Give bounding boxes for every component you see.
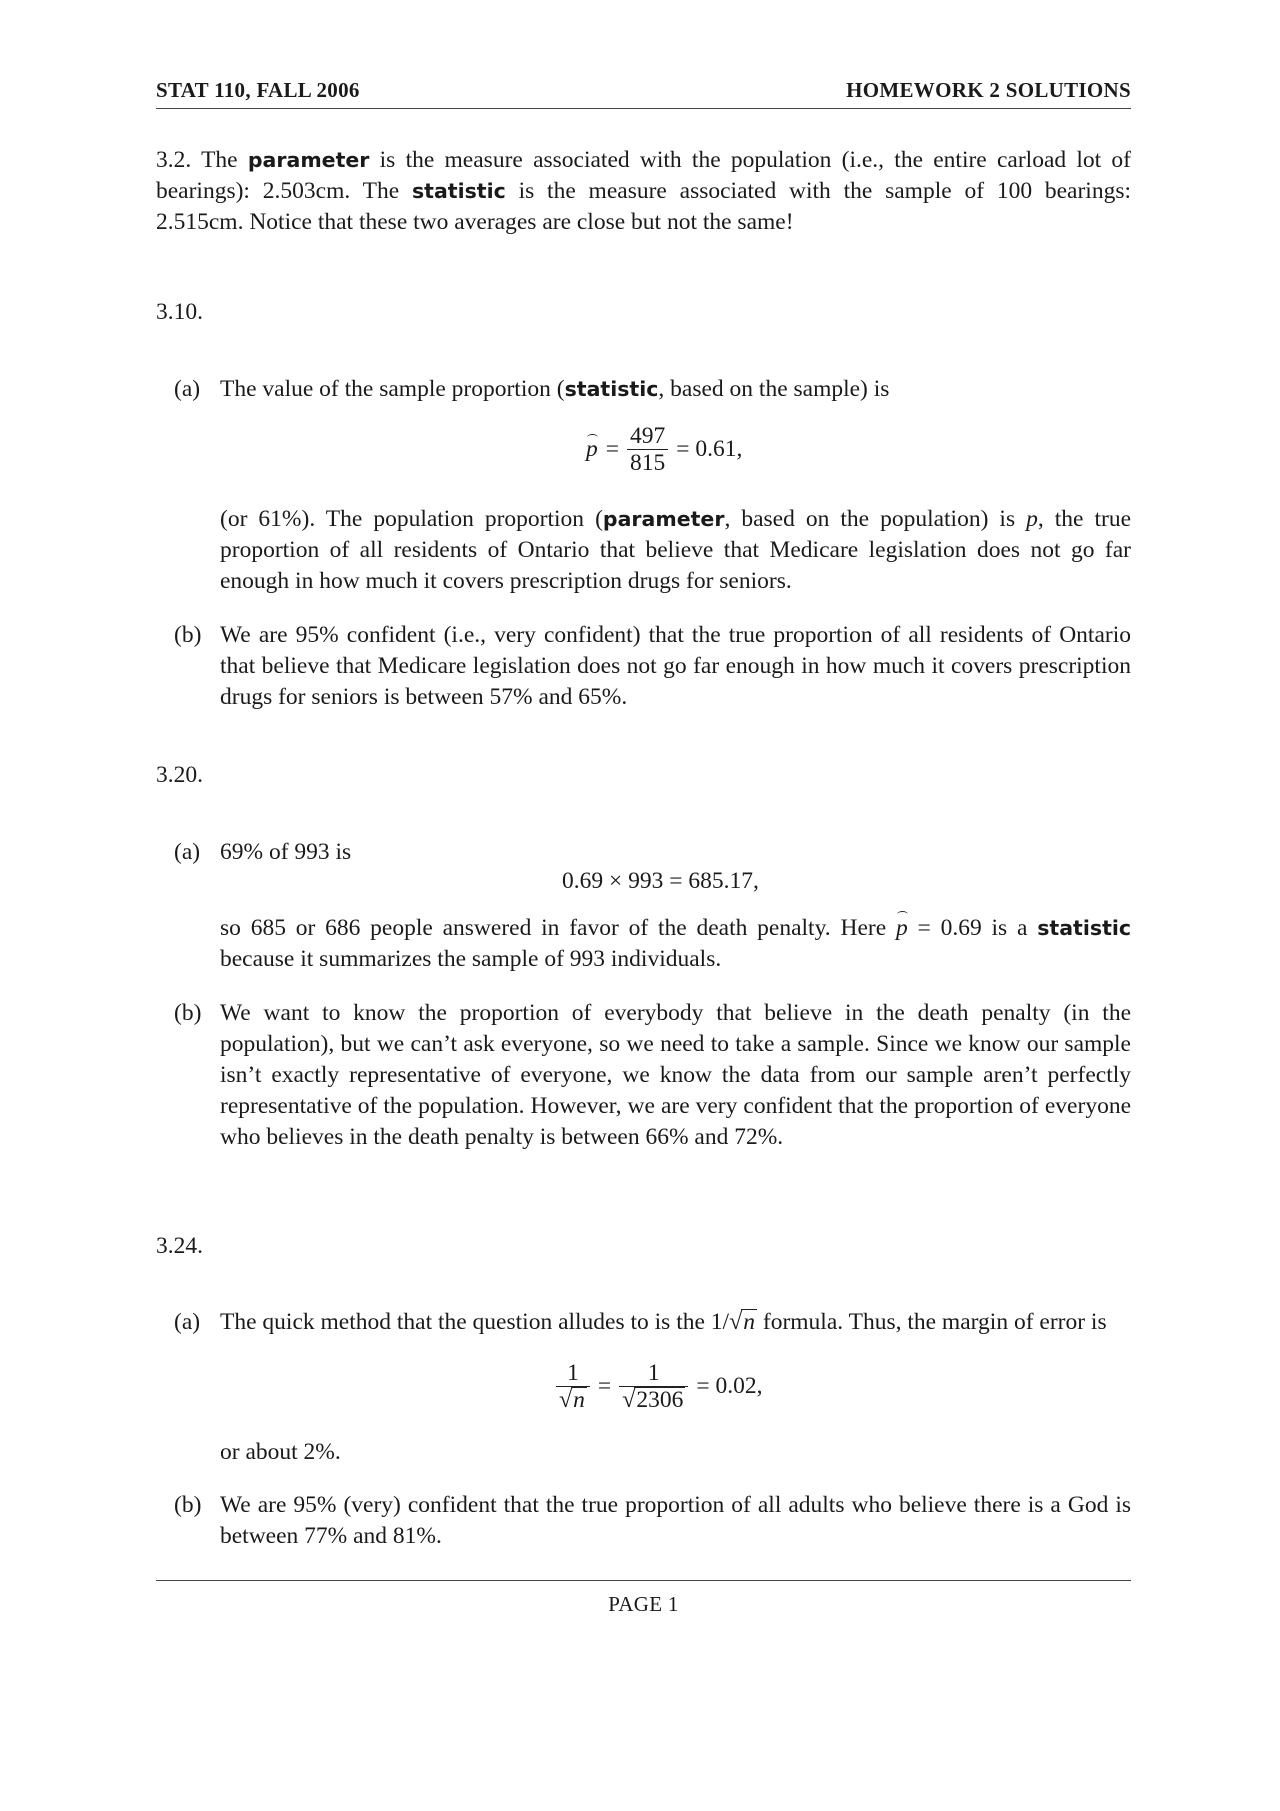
- p-hat-symbol: p: [896, 913, 908, 944]
- bold-term: statistic: [411, 179, 506, 203]
- item-label: (b): [174, 622, 202, 648]
- equation-product: 0.69 × 993 = 685.17,: [562, 868, 759, 894]
- bold-term: parameter: [247, 148, 370, 172]
- equation-p-hat: p = $\frac{497}{815}$ = 0.61,: [586, 423, 743, 476]
- document-title: HOMEWORK 2 SOLUTIONS: [846, 78, 1131, 102]
- problem-3-24-a-continued: or about 2%.: [220, 1439, 341, 1465]
- item-label: (a): [174, 1309, 201, 1335]
- problem-3-10-a: (a) The value of the sample proportion (statistic, based on the sample) is: [174, 374, 1131, 405]
- problem-3-20-a: (a) 69% of 993 is: [174, 837, 1131, 868]
- problem-3-24-b: (b) We are 95% (very) confident that the true proportion of all adults who believe there is a God is between 77% and 81%.: [174, 1492, 1131, 1549]
- item-label: (a): [174, 839, 201, 865]
- bold-term: parameter: [602, 507, 725, 531]
- p-hat-symbol: p: [586, 436, 598, 462]
- problem-3-24-number: 3.24.: [156, 1233, 203, 1259]
- fraction: 1 √ 2306: [619, 1360, 688, 1413]
- sqrt-n: √ n: [729, 1309, 755, 1335]
- problem-3-10-b: (b) We are 95% confident (i.e., very confident) that the true proportion of all residents of Ontario that believe that Medicare legislation does not go far enough in how much it covers prescription drugs for seniors is between 57% and 65%.: [174, 622, 1131, 710]
- problem-3-2: 3.2. The parameter is the measure associated with the population (i.e., the entire carload lot of bearings): 2.503cm. The statistic is the measure associated with the sample of 100 bearings: 2.515cm. Notice that these two averages are close but not the same!: [156, 147, 1132, 235]
- problem-3-20-a-continued: so 685 or 686 people answered in favor of the death penalty. Here p = 0.69 is a statistic because it summarizes the sample of 993 individuals.: [220, 915, 1132, 972]
- item-label: (b): [174, 1000, 202, 1026]
- bold-term: statistic: [1037, 916, 1132, 940]
- problem-3-10-number: 3.10.: [156, 299, 203, 325]
- fraction: $\frac{497}{815}$: [627, 423, 668, 476]
- problem-3-10-a-continued: (or 61%). The population proportion (parameter, based on the population) is p, the true proportion of all residents of Ontario that believe that Medicare legislation does not go far enough in how much it covers prescription drugs for seniors.: [220, 506, 1132, 594]
- item-label: (a): [174, 376, 201, 402]
- problem-3-24-a: (a) The quick method that the question alludes to is the 1/ √ n formula. Thus, the margin of error is: [174, 1307, 1131, 1338]
- bold-term: statistic: [564, 377, 659, 401]
- page-number: PAGE 1: [608, 1592, 679, 1616]
- item-label: (b): [174, 1492, 202, 1518]
- problem-number: 3.2.: [156, 147, 192, 173]
- problem-3-20-number: 3.20.: [156, 762, 203, 788]
- problem-3-20-b: (b) We want to know the proportion of everybody that believe in the death penalty (in the population), but we can’t ask everyone, so we need to take a sample. Since we know our sample isn’t exactly representative of everyone, we know the data from our sample aren’t perfectly representative of the population. However, we are very confident that the proportion of everyone who believes in the death penalty is between 66% and 72%.: [174, 1000, 1131, 1150]
- fraction: 1 √ n: [556, 1360, 590, 1413]
- footer-divider: [156, 1580, 1131, 1581]
- page-header: [156, 78, 1131, 109]
- equation-margin-of-error: 1 √ n = 1 √ 2306 = 0.02,: [556, 1360, 763, 1413]
- course-title: STAT 110, FALL 2006: [156, 78, 360, 102]
